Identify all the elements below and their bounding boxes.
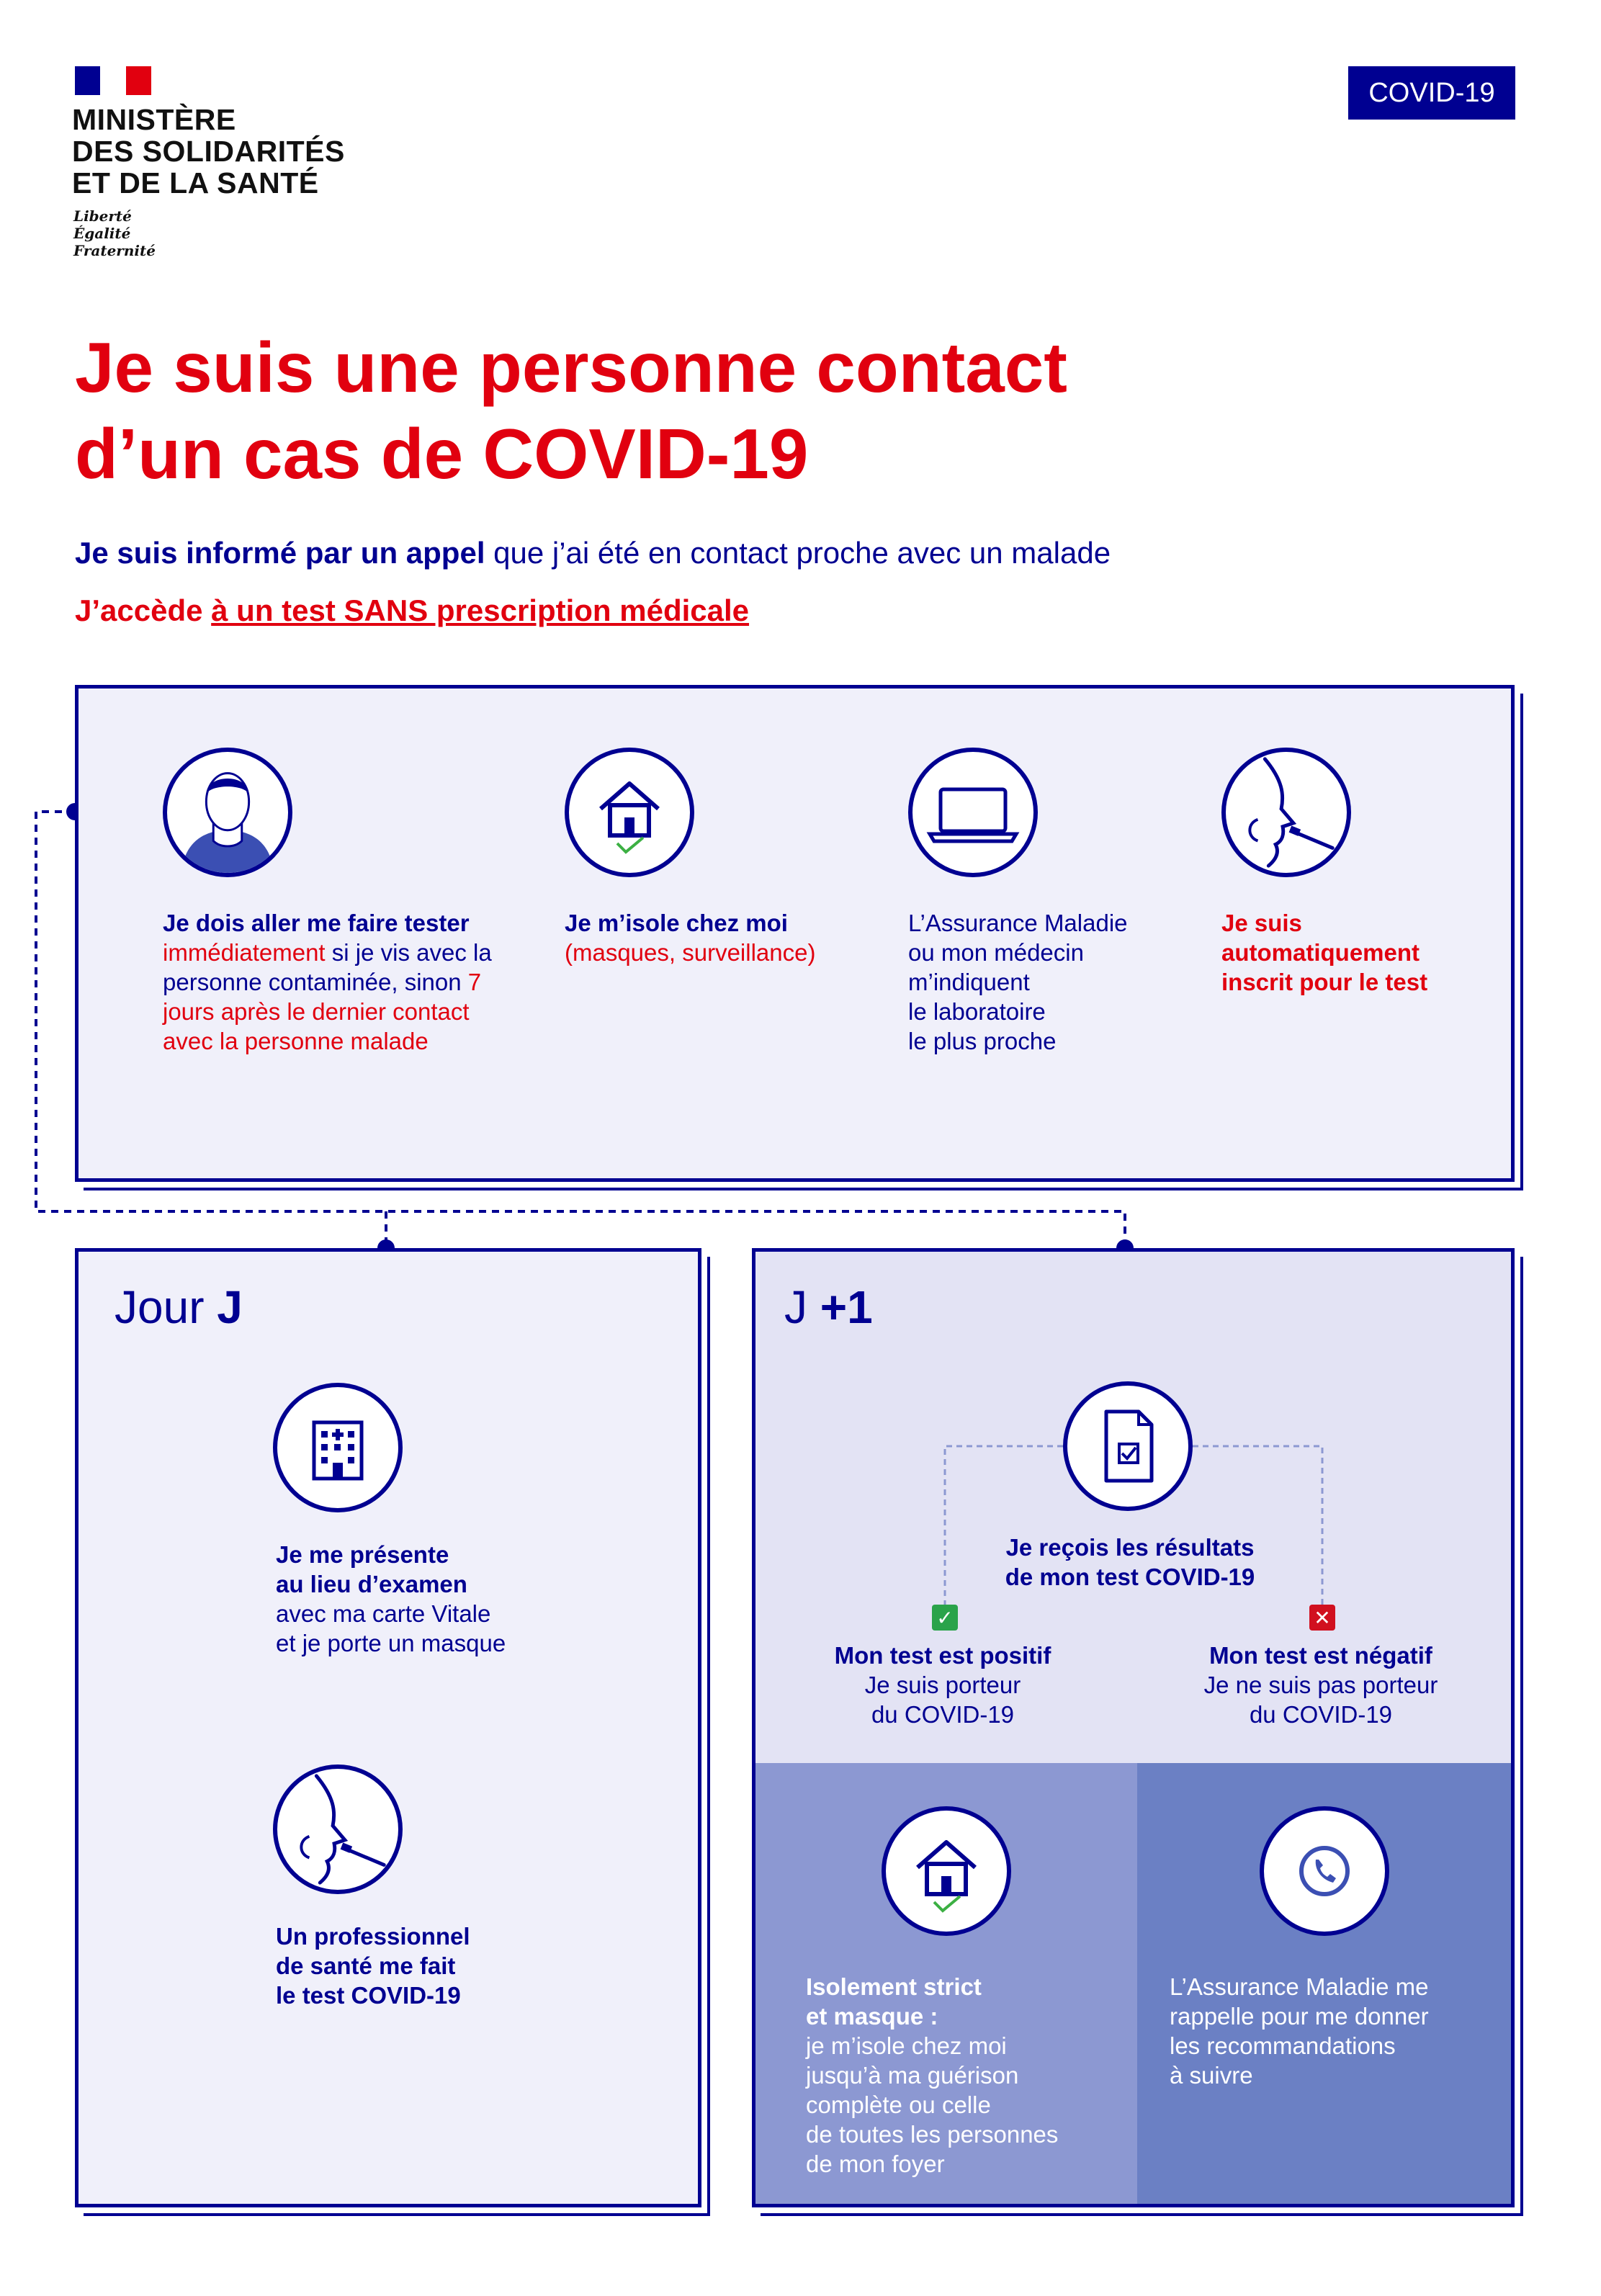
page-title: Je suis une personne contact d’un cas de COVID-19 (75, 328, 1067, 493)
results-text: Je reçois les résultats de mon test COVID-19 (1005, 1534, 1255, 1590)
negative-cross-icon: ✕ (1309, 1605, 1335, 1631)
nose-swab-icon (273, 1764, 403, 1894)
step-assurance-text: L’Assurance Maladie ou mon médecin m’indiquent le laboratoire le plus proche (908, 910, 1128, 1054)
j-plus-1-panel (752, 1248, 1515, 2207)
ministry-name: MINISTÈRE DES SOLIDARITÉS ET DE LA SANTÉ (72, 103, 345, 199)
test-link[interactable]: à un test SANS prescription médicale (211, 593, 750, 627)
professional-test-text: Un professionnel de santé me fait le test COVID-19 (276, 1923, 470, 2009)
present-exam-text: Je me présente au lieu d’examen avec ma carte Vitale et je porte un masque (276, 1541, 506, 1656)
jour-j-heading: Jour J (115, 1281, 243, 1333)
callback-text: L’Assurance Maladie me rappelle pour me donner les recommandations à suivre (1170, 1973, 1429, 2089)
intro-line-1: Je suis informé par un appel que j’ai été en contact proche avec un malade (75, 536, 1111, 570)
negative-result-text: Mon test est négatif Je ne suis pas porteur du COVID-19 (1203, 1642, 1438, 1728)
house-check-icon (882, 1806, 1011, 1936)
covid-badge: COVID-19 (1348, 66, 1515, 120)
nose-swab-icon (1221, 748, 1351, 877)
person-icon (163, 748, 292, 877)
laptop-icon (908, 748, 1038, 877)
document-check-icon (1063, 1381, 1193, 1511)
step-test-text: Je dois aller me faire tester immédiatement si je vis avec la personne contaminée, sinon 7 jours après le dernier contact avec la personne malade (163, 910, 492, 1054)
phone-icon (1260, 1806, 1389, 1936)
republic-motto: Liberté Égalité Fraternité (73, 207, 156, 259)
intro-line-2: J’accède à un test SANS prescription médicale (75, 593, 750, 627)
isolation-block (755, 1763, 1137, 2207)
positive-check-icon: ✓ (932, 1605, 958, 1631)
positive-result-text: Mon test est positif Je suis porteur du COVID-19 (834, 1642, 1051, 1728)
steps-panel (75, 685, 1515, 1182)
building-icon (273, 1383, 403, 1512)
j-plus-1-heading: J +1 (784, 1281, 873, 1333)
step-isolate-text: Je m’isole chez moi (masques, surveillance) (565, 910, 816, 966)
house-check-icon (565, 748, 694, 877)
callback-block (1137, 1763, 1515, 2207)
step-auto-register-text: Je suis automatiquement inscrit pour le test (1221, 910, 1428, 995)
isolation-text: Isolement strict et masque : je m’isole chez moi jusqu’à ma guérison complète ou celle de toutes les personnes de mon foyer (806, 1973, 1059, 2177)
jour-j-panel (75, 1248, 701, 2207)
